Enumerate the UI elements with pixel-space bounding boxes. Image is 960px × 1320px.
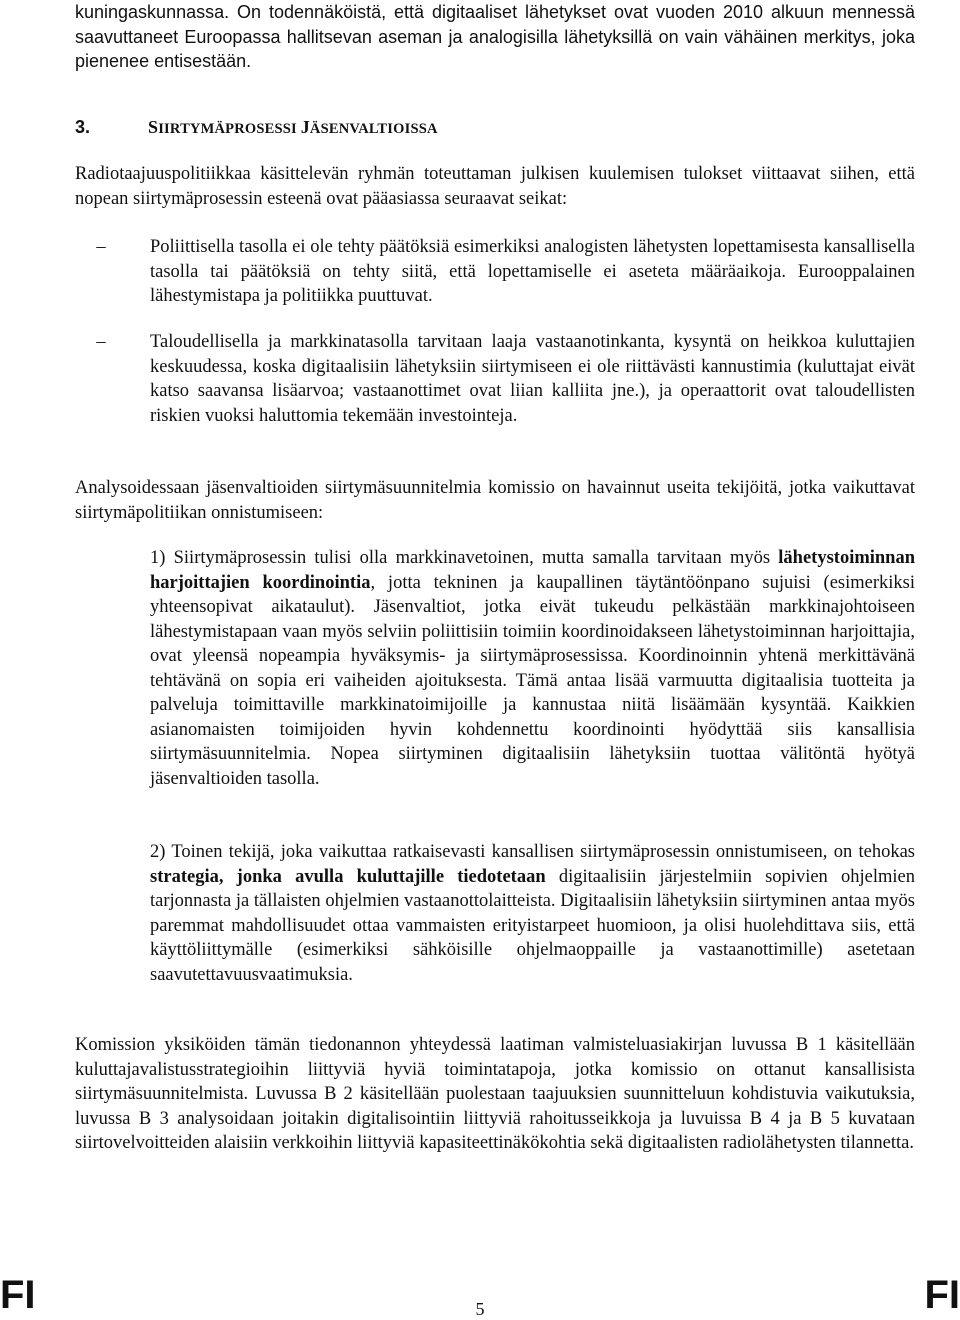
closing-paragraph: Komission yksiköiden tämän tiedonannon yhteydessä laatiman valmisteluasiakirjan luvussa B 1 käsitellään kuluttajavalistusstrategioihin liittyviä hyviä toimintatapoja, jotka komissio on ottanut kansallisista siirtymäsuunnitelmista. Luvussa B 2 käsitellään puolestaan taajuuksien suunnitteluun kohdistuvia vaikutuksia, luvussa B 3 analysoidaan joitakin digitalisointiin liittyviä rahoitusseikkoja ja luvuissa B 4 ja B 5 kuvataan siirtovelvoitteiden alaisiin verkkoihin liittyviä kapasiteettinäkökohtia sekä digitaalisten radiolähetysten tilannetta. xyxy=(75,1035,915,1153)
section-title: SIIRTYMÄPROSESSI JÄSENVALTIOISSA xyxy=(148,117,438,137)
bullet-political-text: Poliittisella tasolla ei ole tehty päätöksiä esimerkiksi analogisten lähetysten lopettamisesta kansallisella tasolla tai päätöksiä on tehty siitä, että lopettamiselle ei aseteta määräaikoja. Eurooppalainen lähestymistapa ja politiikka puuttuvat. xyxy=(150,237,915,306)
dash-marker: – xyxy=(96,332,106,352)
section-number: 3. xyxy=(75,117,91,137)
footer-language-right: FI xyxy=(924,1273,960,1317)
section-heading xyxy=(75,117,438,138)
factor-item-2: 2) Toinen tekijä, joka vaikuttaa ratkaisevasti kansallisen siirtymäprosessin onnistumiseen, on tehokas strategia, jonka avulla kuluttajille tiedotetaan digitaalisiin järjestelmiin sopivien ohjelmien tarjonnasta ja tällaisten ohjelmien vastaanottolaitteista. Digitaalisiin lähetyksiin siirtyminen antaa myös paremmat mahdollisuudet ottaa vammaisten erityistarpeet huomioon, ja olisi huolehdittava siis, että käyttöliittymälle (esimerkiksi sähköisille ohjelmaoppaille ja vastaanottimille) asetetaan saavutettavuusvaatimuksia. xyxy=(150,842,915,985)
page-number: 5 xyxy=(475,1299,485,1319)
footer-language-left: FI xyxy=(0,1273,36,1317)
analysis-paragraph: Analysoidessaan jäsenvaltioiden siirtymäsuunnitelmia komissio on havainnut useita tekijöitä, jotka vaikuttavat siirtymäpolitiikan onnistumiseen: xyxy=(75,478,915,523)
intro-obstacles-paragraph: Radiotaajuuspolitiikkaa käsittelevän ryhmän toteuttaman julkisen kuulemisen tulokset viittaavat siihen, että nopean siirtymäprosessin esteenä ovat pääasiassa seuraavat seikat: xyxy=(75,164,915,209)
factor-1-emphasis: lähetystoiminnan harjoittajien koordinointia xyxy=(150,548,915,593)
bullet-economic-text: Taloudellisella ja markkinatasolla tarvitaan laaja vastaanotinkanta, kysyntä on heikkoa kuluttajien keskuudessa, koska digitaalisiin lähetyksiin siirtymiseen ei ole riittävästi kannustimia (kuluttajat eivät katso saavansa lisäarvoa; vastaanottimet ovat liian kalliita jne.), ja operaattorit ovat taloudellisten riskien vuoksi haluttomia tekemään investointeja. xyxy=(150,332,915,426)
factor-2-emphasis: strategia, jonka avulla kuluttajille tiedotetaan xyxy=(150,866,546,887)
bullet-political xyxy=(96,235,915,309)
dash-marker: – xyxy=(96,237,106,257)
factor-item-1: 1) Siirtymäprosessin tulisi olla markkinavetoinen, mutta samalla tarvitaan myös lähetystoiminnan harjoittajien koordinointia, jotta tekninen ja kaupallinen täytäntöönpano sujuisi (esimerkiksi yhteensopivat aikataulut). Jäsenvaltiot, jotka eivät tukeudu pelkästään markkinajohtoiseen lähestymistapaan vaan myös selviin poliittisiin toimiin koordinoidakseen lähetystoiminnan harjoittajia, ovat yleensä nopeampia hyväksymis- ja siirtymäprosessissa. Koordinoinnin yhtenä merkittävänä tehtävänä on sopia eri vaiheiden ajoituksesta. Tämä antaa lisää varmuutta digitaalisia tuotteita ja palveluja toimittaville markkinatoimijoille ja kannustaa niitä lisäämään kysyntää. Kaikkien asianomaisten toimijoiden hyvin kohdennettu koordinointi hyödyttää siis kansallisia siirtymäsuunnitelmia. Nopea siirtyminen digitaalisiin lähetyksiin tuottaa välitöntä hyötyä jäsenvaltioiden tasolla. xyxy=(150,548,916,789)
intro-paragraph: kuningaskunnassa. On todennäköistä, että digitaaliset lähetykset ovat vuoden 2010 alkuun mennessä saavuttaneet Euroopassa hallitsevan aseman ja analogisilla lähetyksillä on vain vähäinen merkitys, joka pienenee entisestään. xyxy=(75,2,915,71)
bullet-economic xyxy=(96,330,915,428)
